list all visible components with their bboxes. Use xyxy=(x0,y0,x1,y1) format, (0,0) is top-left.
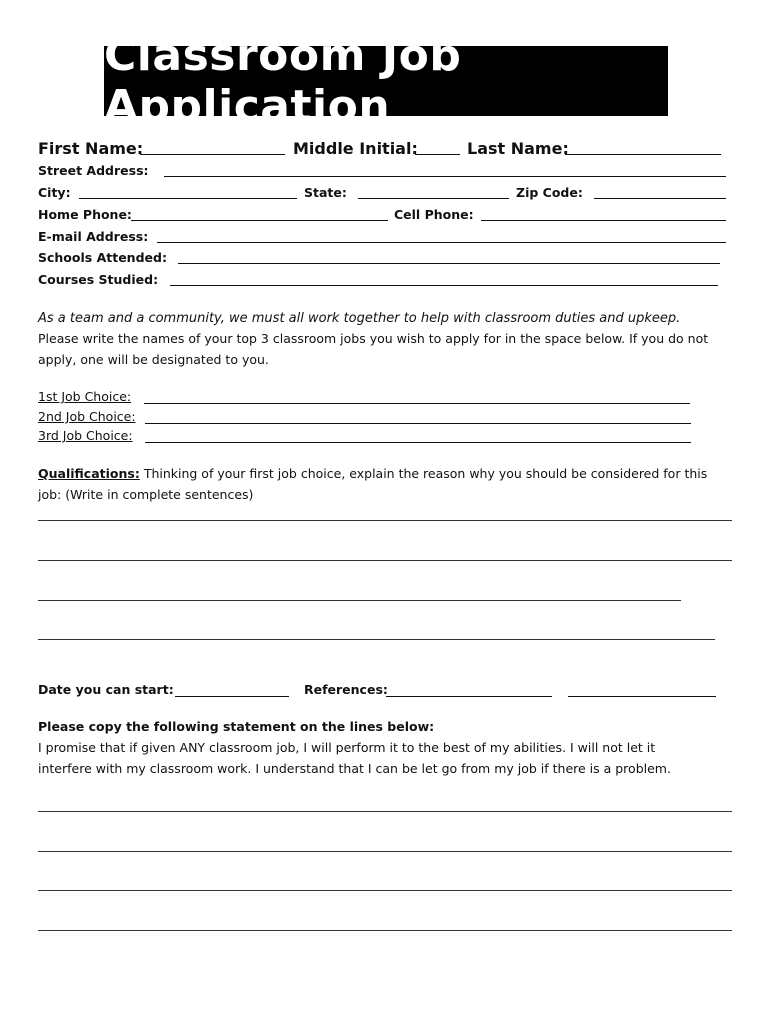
zip-code-field[interactable] xyxy=(594,198,726,199)
zip-code-label: Zip Code: xyxy=(516,185,583,200)
email-label: E-mail Address: xyxy=(38,229,149,244)
state-label: State: xyxy=(304,185,347,200)
references-field-2[interactable] xyxy=(568,696,716,697)
job-choice-3-label: 3rd Job Choice: xyxy=(38,428,133,443)
job-choice-1-field[interactable] xyxy=(144,403,690,404)
title-banner xyxy=(104,30,668,132)
last-name-field[interactable] xyxy=(565,154,721,155)
first-name-field[interactable] xyxy=(140,154,285,155)
statement-line-2: interfere with my classroom work. I understand that I can be let go from my job if there is a problem. xyxy=(38,761,671,776)
schools-field[interactable] xyxy=(178,263,720,264)
start-date-label: Date you can start: xyxy=(38,682,174,697)
schools-label: Schools Attended: xyxy=(38,250,167,265)
state-field[interactable] xyxy=(358,198,509,199)
references-field-1[interactable] xyxy=(386,696,552,697)
statement-copy-line-4[interactable] xyxy=(38,930,732,931)
intro-line-1: Please write the names of your top 3 classroom jobs you wish to apply for in the space below. If you do not xyxy=(38,331,709,346)
cell-phone-field[interactable] xyxy=(481,220,726,221)
street-address-label: Street Address: xyxy=(38,163,149,178)
qualifications-text-2: job: (Write in complete sentences) xyxy=(38,487,254,502)
middle-initial-label: Middle Initial: xyxy=(293,139,418,158)
start-date-field[interactable] xyxy=(175,696,289,697)
job-choice-1-label: 1st Job Choice: xyxy=(38,389,132,404)
intro-italic: As a team and a community, we must all work together to help with classroom duties and upkeep. xyxy=(38,311,681,326)
statement-copy-line-2[interactable] xyxy=(38,851,732,852)
job-choice-2-field[interactable] xyxy=(145,423,691,424)
first-name-label: First Name: xyxy=(38,139,144,158)
courses-label: Courses Studied: xyxy=(38,272,159,287)
home-phone-label: Home Phone: xyxy=(38,207,132,222)
job-choice-3-field[interactable] xyxy=(145,442,691,443)
job-choice-2-label: 2nd Job Choice: xyxy=(38,409,136,424)
qualifications-text-1 xyxy=(38,466,707,481)
city-field[interactable] xyxy=(79,198,297,199)
qualifications-line-4[interactable] xyxy=(38,639,715,640)
statement-copy-line-3[interactable] xyxy=(38,890,732,891)
qualifications-label: Qualifications: xyxy=(38,466,140,481)
intro-line-2: apply, one will be designated to you. xyxy=(38,352,269,367)
courses-field[interactable] xyxy=(170,285,718,286)
statement-copy-line-1[interactable] xyxy=(38,811,732,812)
cell-phone-label: Cell Phone: xyxy=(394,207,474,222)
statement-heading: Please copy the following statement on the lines below: xyxy=(38,719,435,734)
references-label: References: xyxy=(304,682,388,697)
street-address-field[interactable] xyxy=(164,176,726,177)
qualifications-line-2[interactable] xyxy=(38,560,732,561)
city-label: City: xyxy=(38,185,71,200)
middle-initial-field[interactable] xyxy=(415,154,460,155)
last-name-label: Last Name: xyxy=(467,139,569,158)
qualifications-line-1[interactable] xyxy=(38,520,732,521)
page-title: Classroom Job Application xyxy=(104,30,462,132)
qualifications-prompt: Thinking of your first job choice, explain the reason why you should be considered for this xyxy=(143,466,708,481)
statement-line-1: I promise that if given ANY classroom job, I will perform it to the best of my abilities. I will not let it xyxy=(38,740,656,755)
qualifications-line-3[interactable] xyxy=(38,600,681,601)
home-phone-field[interactable] xyxy=(131,220,388,221)
email-field[interactable] xyxy=(157,242,726,243)
